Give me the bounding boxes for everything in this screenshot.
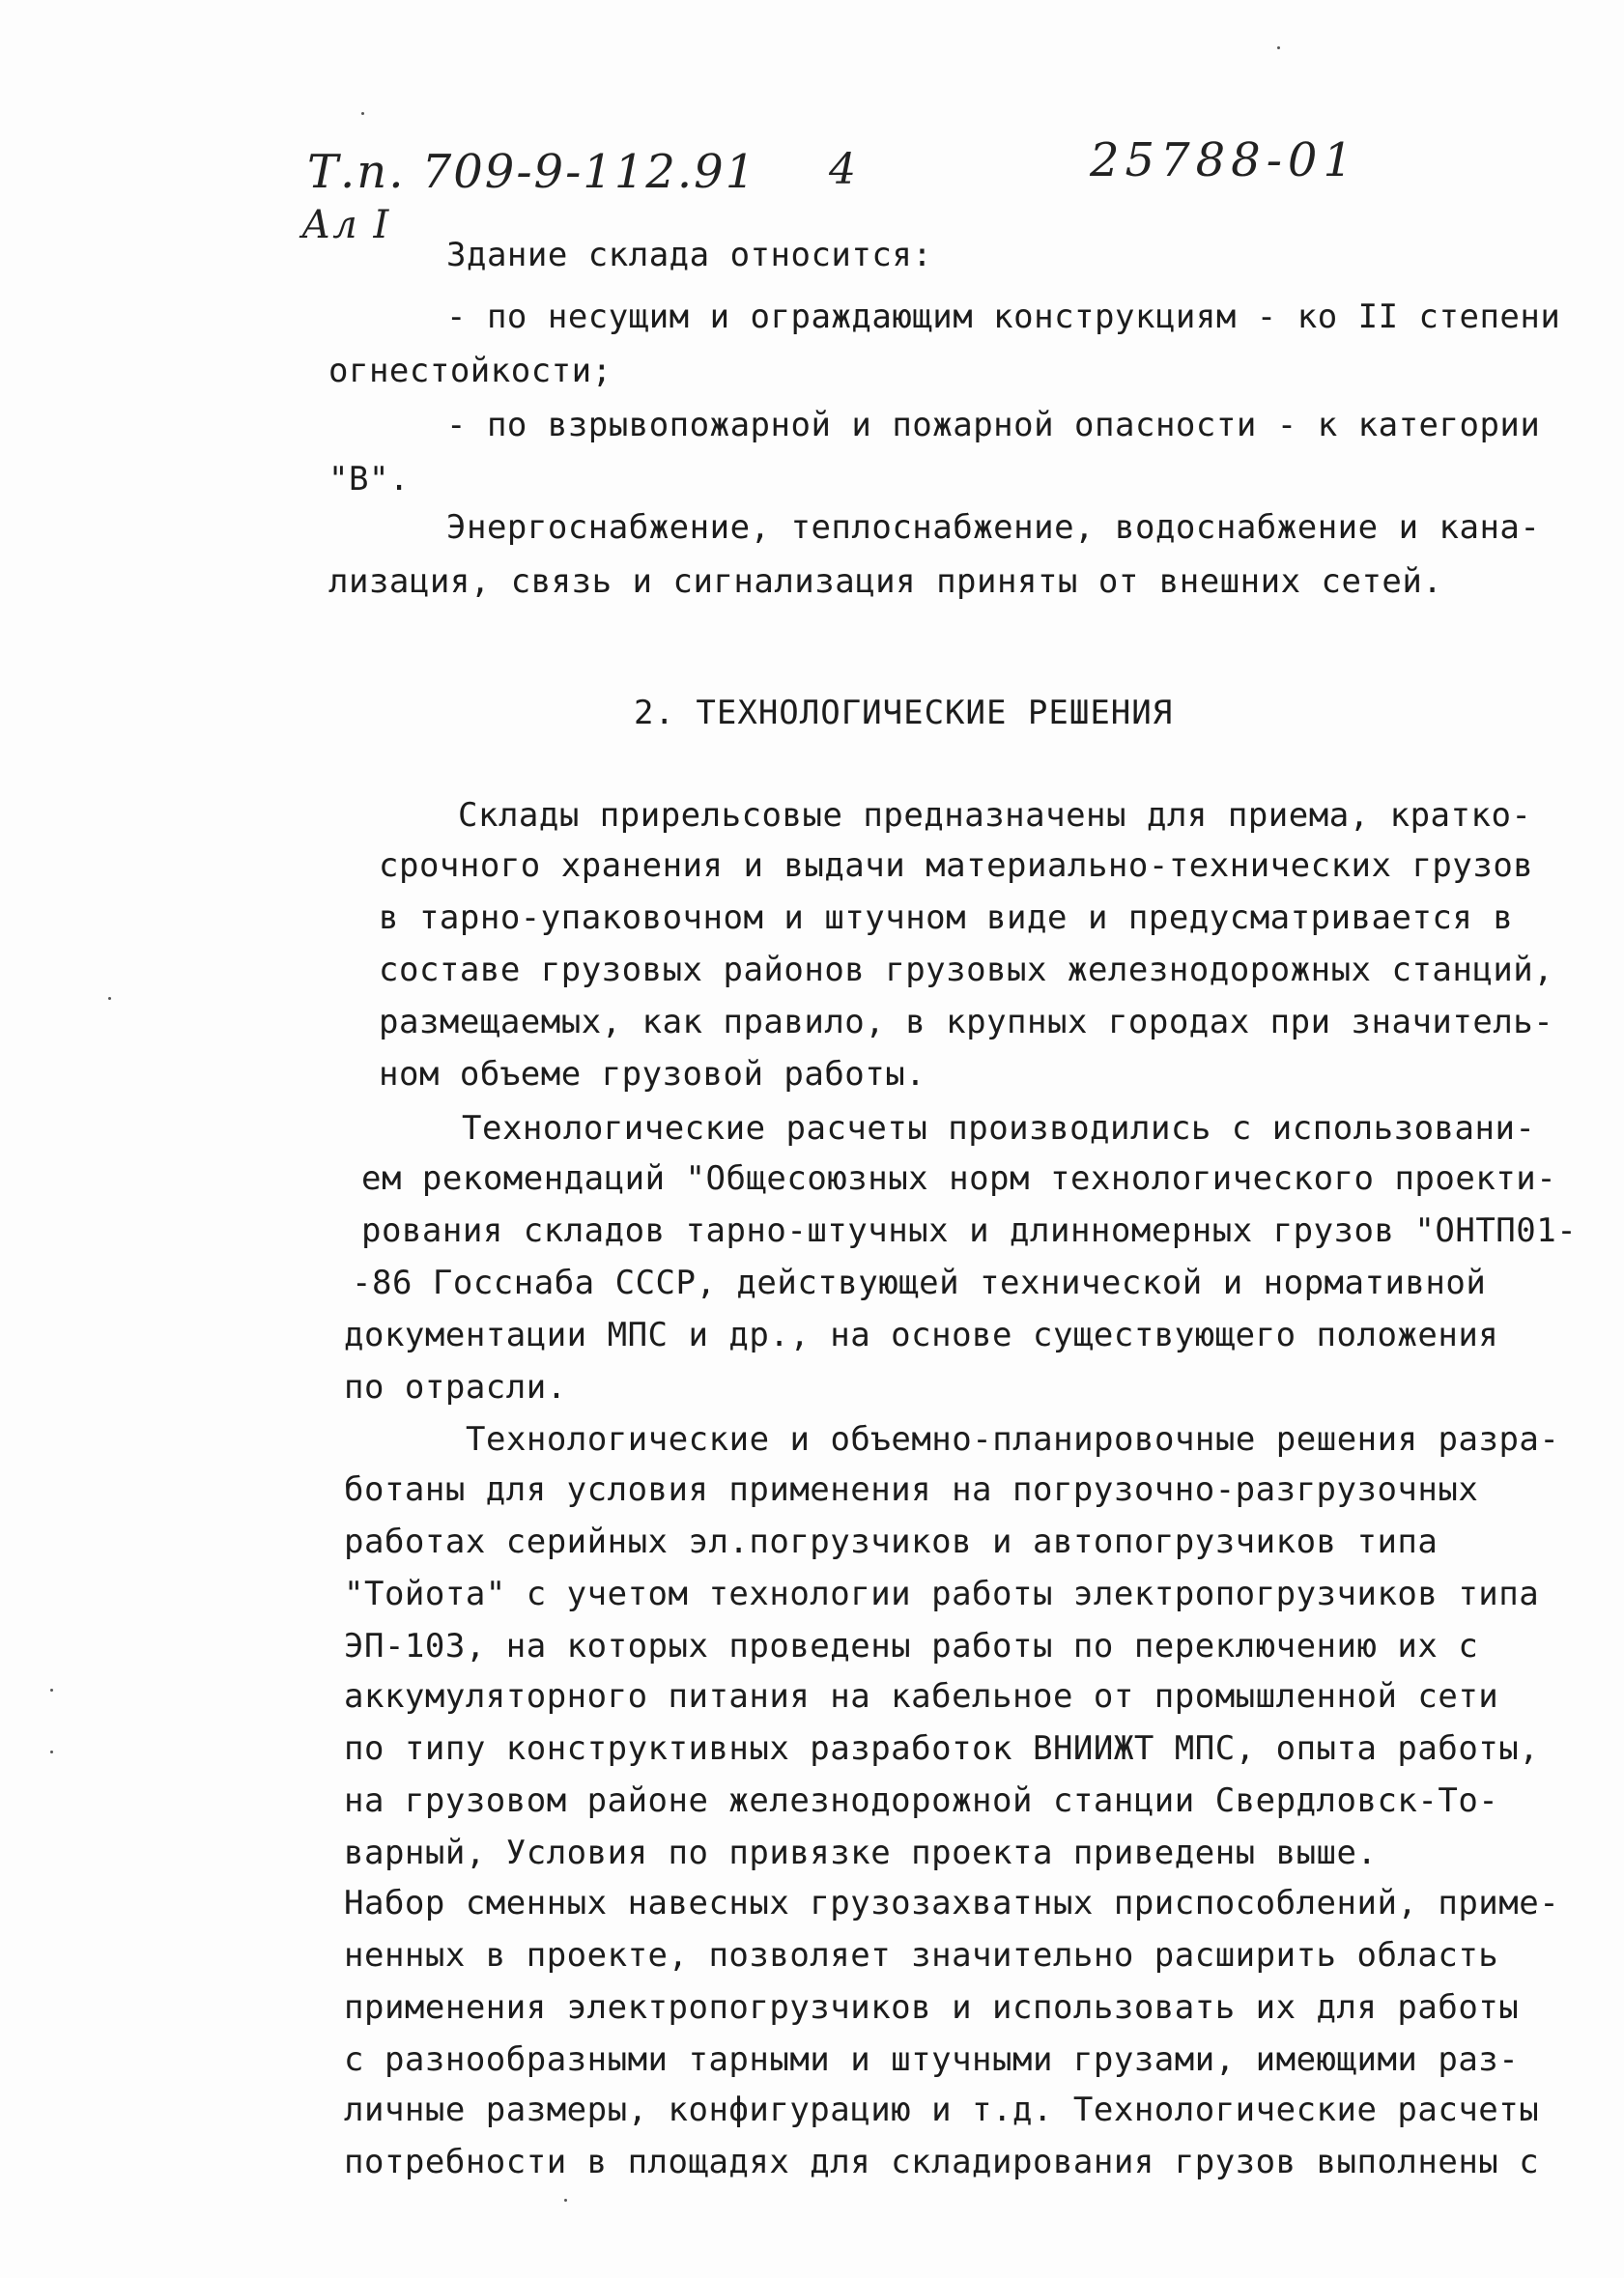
body-line: на грузовом районе железнодорожной станции Свердловск-То- [344, 1781, 1499, 1820]
body-line: ботаны для условия применения на погрузочно-разгрузочных [344, 1470, 1479, 1509]
body-line: потребности в площадях для складирования грузов выполнены с [344, 2143, 1540, 2181]
body-line: ЭП-103, на которых проведены работы по переключению их с [344, 1627, 1479, 1666]
intro-line: огнестойкости; [328, 352, 613, 390]
project-code: Т.п. 709-9-112.91 [307, 145, 757, 199]
body-line: -86 Госснаба СССР, действующей технической и нормативной [352, 1264, 1487, 1302]
intro-line: лизация, связь и сигнализация приняты от внешних сетей. [328, 562, 1443, 601]
intro-line: Здание склада относится: [446, 236, 933, 274]
body-line: аккумуляторного питания на кабельное от промышленной сети [344, 1677, 1499, 1716]
document-number: 25788-01 [1090, 133, 1358, 187]
scan-speck [50, 1689, 53, 1692]
scan-speck [361, 112, 364, 115]
body-line: в тарно-упаковочном и штучном виде и предусматривается в [379, 898, 1514, 937]
body-line: составе грузовых районов грузовых железнодорожных станций, [379, 951, 1554, 989]
body-line: рования складов тарно-штучных и длинномерных грузов "ОНТП01- [361, 1211, 1578, 1250]
body-line: ненных в проекте, позволяет значительно расширить область [344, 1936, 1499, 1975]
intro-line: "В". [328, 460, 410, 498]
intro-line: - по несущим и ограждающим конструкциям - ко II степени [446, 298, 1561, 336]
body-line: применения электропогрузчиков и использовать их для работы [344, 1988, 1520, 2027]
body-line: Склады прирельсовые предназначены для приема, кратко- [458, 796, 1532, 835]
body-line: размещаемых, как правило, в крупных городах при значитель- [379, 1003, 1554, 1041]
scan-speck [564, 2199, 567, 2202]
intro-line: - по взрывопожарной и пожарной опасности - к категории [446, 406, 1541, 444]
body-line: Технологические расчеты производились с использовани- [462, 1109, 1536, 1148]
intro-line: Энергоснабжение, теплоснабжение, водоснабжение и кана- [446, 508, 1541, 547]
body-line: по отрасли. [344, 1368, 567, 1407]
section-heading: 2. ТЕХНОЛОГИЧЕСКИЕ РЕШЕНИЯ [634, 694, 1174, 732]
body-line: ем рекомендаций "Общесоюзных норм технологического проекти- [361, 1159, 1557, 1198]
page-number: 4 [829, 145, 858, 194]
body-line: работах серийных эл.погрузчиков и автопогрузчиков типа [344, 1523, 1439, 1561]
body-line: Набор сменных навесных грузозахватных приспособлений, приме- [344, 1884, 1560, 1922]
body-line: документации МПС и др., на основе существующего положения [344, 1316, 1499, 1354]
body-line: ном объеме грузовой работы. [379, 1055, 926, 1094]
body-line: "Тойота" с учетом технологии работы электропогрузчиков типа [344, 1575, 1540, 1613]
body-line: Технологические и объемно-планировочные решения разра- [466, 1420, 1560, 1459]
body-line: по типу конструктивных разработок ВНИИЖТ МПС, опыта работы, [344, 1729, 1540, 1768]
body-line: варный, Условия по привязке проекта приведены выше. [344, 1834, 1378, 1872]
scan-speck [1277, 46, 1280, 49]
scan-speck [108, 997, 111, 1000]
body-line: личные размеры, конфигурацию и т.д. Технологические расчеты [344, 2091, 1540, 2129]
body-line: с разнообразными тарными и штучными грузами, имеющими раз- [344, 2040, 1520, 2079]
body-line: срочного хранения и выдачи материально-технических грузов [379, 846, 1534, 885]
scan-speck [50, 1751, 53, 1753]
album-label: Ал I [301, 203, 391, 247]
